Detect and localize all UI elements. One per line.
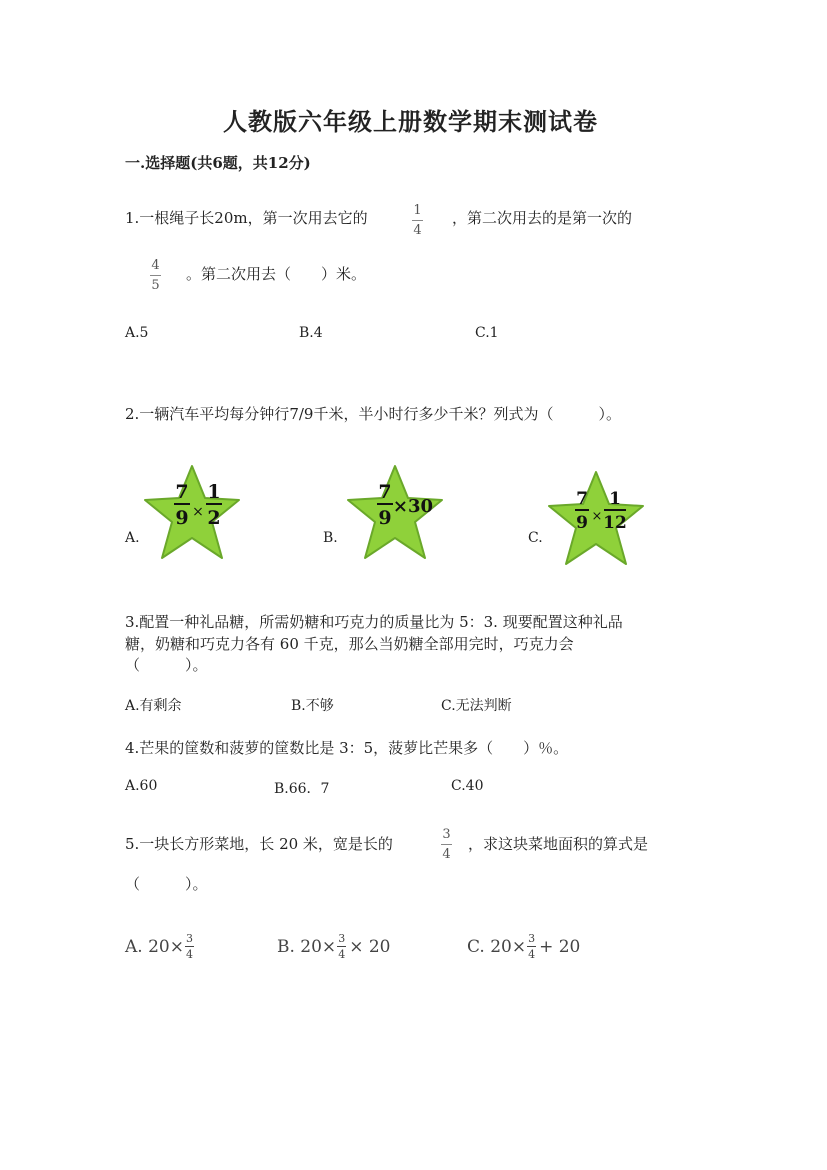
fraction-denominator: 4 xyxy=(185,948,193,961)
fraction-numerator: 3 xyxy=(528,932,536,945)
page-title: 人教版六年级上册数学期末测试卷 xyxy=(223,107,598,136)
question-3-option-a[interactable]: A.有剩余 xyxy=(125,698,182,714)
question-1-option-b[interactable]: B.4 xyxy=(299,325,323,341)
section-heading: 一.选择题(共6题，共12分) xyxy=(125,154,311,172)
star-option-a-image[interactable] xyxy=(142,462,242,562)
option-prefix: C. 20× xyxy=(467,936,527,957)
question-2-text: 2.一辆汽车平均每分钟行7/9千米，半小时行多少千米？列式为（ ）。 xyxy=(125,405,621,423)
star-b-op: ×30 xyxy=(392,496,434,517)
star-b-num: 7 xyxy=(378,481,392,503)
question-4-option-a[interactable]: A.60 xyxy=(125,778,158,794)
fraction-numerator: 1 xyxy=(413,203,422,218)
question-5-option-c[interactable] xyxy=(467,933,580,960)
question-5-fraction xyxy=(441,828,452,861)
question-5-text-a: 5.一块长方形菜地，长 20 米，宽是长的 xyxy=(125,835,393,853)
fraction-denominator: 4 xyxy=(528,948,536,961)
question-1-option-a[interactable]: A.5 xyxy=(125,325,149,341)
question-1-fraction-1 xyxy=(412,204,423,237)
question-5-option-b[interactable] xyxy=(277,933,390,960)
star-c-op: × xyxy=(591,509,603,524)
fraction-numerator: 3 xyxy=(338,932,346,945)
star-a-den: 9 xyxy=(175,507,189,529)
fraction-bar xyxy=(527,946,536,947)
question-2-option-b[interactable]: B. xyxy=(323,530,338,546)
fraction-denominator: 4 xyxy=(413,223,422,238)
fraction-bar xyxy=(441,844,452,845)
question-3-option-b[interactable]: B.不够 xyxy=(291,698,334,714)
star-c-num: 7 xyxy=(576,489,588,509)
question-5-text-b: ，求这块菜地面积的算式是 xyxy=(468,835,649,853)
star-c-rden: 12 xyxy=(603,513,627,533)
fraction-bar xyxy=(412,220,423,221)
star-a-rden: 2 xyxy=(207,507,221,529)
option-fraction xyxy=(337,933,346,960)
star-a-num: 7 xyxy=(175,481,189,503)
star-c-den: 9 xyxy=(576,513,588,533)
question-3-line-1: 3.配置一种礼品糖，所需奶糖和巧克力的质量比为 5：3. 现要配置这种礼品 xyxy=(125,613,623,631)
option-suffix: × 20 xyxy=(349,936,391,957)
star-a-op: × xyxy=(192,504,204,520)
option-prefix: A. 20× xyxy=(125,936,184,957)
question-1-fraction-2 xyxy=(150,259,161,292)
fraction-denominator: 4 xyxy=(338,948,346,961)
option-fraction xyxy=(527,933,536,960)
star-b-den: 9 xyxy=(378,507,392,529)
question-3-option-c[interactable]: C.无法判断 xyxy=(441,698,512,714)
star-c-rnum: 1 xyxy=(609,489,621,509)
fraction-denominator: 5 xyxy=(151,278,160,293)
question-4-option-c[interactable]: C.40 xyxy=(451,778,484,794)
fraction-bar xyxy=(337,946,346,947)
fraction-numerator: 4 xyxy=(151,258,160,273)
question-5-line-2: （ ）。 xyxy=(125,875,208,893)
question-3-line-2: 糖，奶糖和巧克力各有 60 千克，那么当奶糖全部用完时，巧克力会 xyxy=(125,635,574,653)
fraction-numerator: 3 xyxy=(442,827,451,842)
question-2-option-c[interactable]: C. xyxy=(528,530,543,546)
fraction-numerator: 3 xyxy=(185,932,193,945)
question-1-option-c[interactable]: C.1 xyxy=(475,325,499,341)
fraction-bar xyxy=(150,275,161,276)
question-4-text: 4.芒果的筐数和菠萝的筐数比是 3：5，菠萝比芒果多（ ）％。 xyxy=(125,739,569,757)
question-5-option-a[interactable] xyxy=(125,933,195,960)
question-2-option-a[interactable]: A. xyxy=(125,530,140,546)
question-3-line-3: （ ）。 xyxy=(125,656,208,674)
question-1-text-a: 1.一根绳子长20m，第一次用去它的 xyxy=(125,209,368,227)
star-a-rnum: 1 xyxy=(207,481,221,503)
question-1-text-b: ，第二次用去的是第一次的 xyxy=(452,209,633,227)
fraction-denominator: 4 xyxy=(442,847,451,862)
star-option-c-image[interactable] xyxy=(546,468,646,568)
option-prefix: B. 20× xyxy=(277,936,337,957)
question-4-option-b[interactable]: B.66．7 xyxy=(274,781,330,797)
option-suffix: + 20 xyxy=(539,936,581,957)
fraction-bar xyxy=(185,946,194,947)
star-option-b-image[interactable] xyxy=(345,462,445,562)
option-fraction xyxy=(185,933,194,960)
question-1-text-c: 。第二次用去（ ）米。 xyxy=(186,265,367,283)
